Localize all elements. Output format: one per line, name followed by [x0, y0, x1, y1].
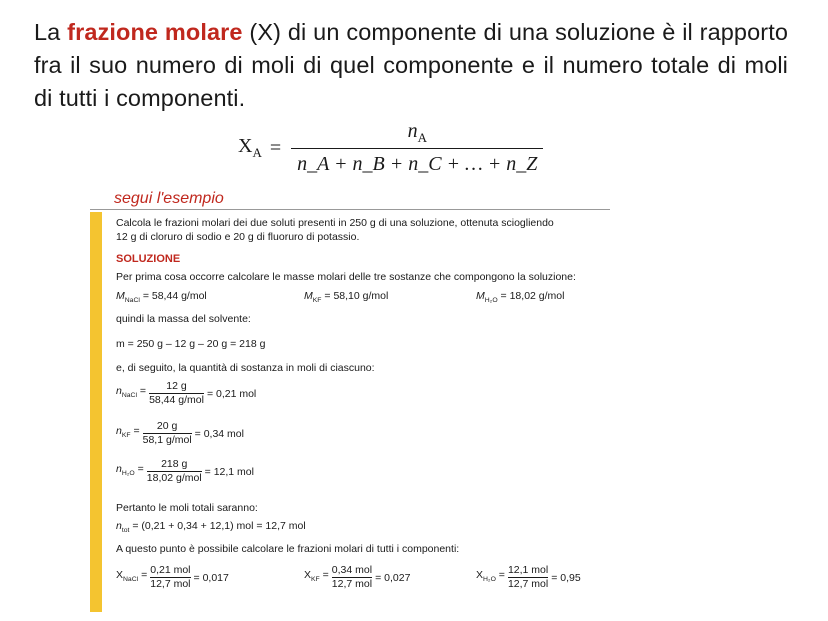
- step-3: e, di seguito, la quantità di sostanza in moli di ciascuno:: [116, 362, 375, 374]
- example-box: Calcola le frazioni molari dei due soluti presenti in 250 g di una soluzione, ottenuta sciogliendo 12 g di cloruro di sodio e 20 g di fluoruro di potassio. SOLUZIONE Per prima cosa occorre calcolare le masse molari delle tre sostanze che compongono la soluzione: $M_{NaCl} = 58,44$ g/mol $M_{KF} = 58,10$ g/mol $M_{H_2O} = 18,02$ g/mol quindi la massa del solvente: m = 250 g – 12 g – 20 g = 218 g e, di seguito, la quantità di sostanza in moli di ciascuno: $n_{NaCl}$ = 12 g 58,44 g/mol = 0,21 mol $n_{KF}$ = 20 g 58,1 g/mol = 0,34 mol $n_{H_2O}$ = 218 g 18,02 g/mol = 12,1 mol Pertanto le moli totali saranno: $n_{tot} = (0,21 + 0,34 + 12,1)$ mol = 12,7 mol A questo punto è possibile calcolare le frazioni molari di tutti i componenti: $X_{NaCl}$ = 0,21 mol 12,7 mol = 0,017 $X_{KF}$ = 0,34 mol 12,7 mol = 0,027 $X_{H_2O}$ = 12,1 mol 12,7 mol = 0,95: [90, 212, 608, 612]
- example-section: [90, 190, 610, 590]
- x-h2o-equation: $X_{H_2O}$ = 12,1 mol 12,7 mol = 0,95: [476, 564, 581, 590]
- mole-fractions-row: [116, 564, 596, 598]
- solution-label: SOLUZIONE: [116, 253, 181, 265]
- formula-fraction: [291, 120, 543, 176]
- intro-text-1: La: [34, 19, 68, 45]
- mass-equation: m = 250 g – 12 g – 20 g = 218 g: [116, 338, 266, 350]
- x-kf-equation: $X_{KF}$ = 0,34 mol 12,7 mol = 0,027: [304, 564, 411, 590]
- step-2: quindi la massa del solvente:: [116, 313, 251, 325]
- n-h2o-equation: $n_{H_2O}$ = 218 g 18,02 g/mol = 12,1 mol: [116, 458, 254, 484]
- problem-line-1: Calcola le frazioni molari dei due soluti presenti in 250 g di una soluzione, ottenuta sciogliendo: [116, 217, 554, 229]
- formula-equals: =: [269, 136, 282, 159]
- problem-line-2: 12 g di cloruro di sodio e 20 g di fluoruro di potassio.: [116, 231, 360, 243]
- step-1: Per prima cosa occorre calcolare le masse molari delle tre sostanze che compongono la soluzione:: [116, 271, 576, 283]
- n-kf-equation: $n_{KF}$ = 20 g 58,1 g/mol = 0,34 mol: [116, 420, 244, 446]
- intro-highlight: frazione molare: [67, 19, 243, 45]
- divider: [90, 209, 610, 210]
- n-nacl-equation: $n_{NaCl}$ = 12 g 58,44 g/mol = 0,21 mol: [116, 380, 257, 406]
- step-4: Pertanto le moli totali saranno:: [116, 502, 258, 514]
- formula-lhs: $X_A$: [238, 135, 262, 160]
- step-5: A questo punto è possibile calcolare le frazioni molari di tutti i componenti:: [116, 543, 460, 555]
- intro-paragraph: [34, 16, 788, 115]
- x-nacl-equation: $X_{NaCl}$ = 0,21 mol 12,7 mol = 0,017: [116, 564, 229, 590]
- formula-numerator: $n_A$: [407, 120, 427, 145]
- ntot-equation: $n_{tot} = (0,21 + 0,34 + 12,1)$ mol = 12,7 mol: [116, 520, 306, 535]
- intro-text-2: (X) di un componente di una soluzione è il rapporto fra il suo numero di moli di quel componente e il numero totale di moli di tutti i componenti.: [34, 19, 788, 111]
- example-title: segui l'esempio: [114, 190, 224, 207]
- formula-denominator: n_A + n_B + n_C + … + n_Z: [291, 148, 543, 176]
- mole-fraction-formula: [238, 120, 543, 176]
